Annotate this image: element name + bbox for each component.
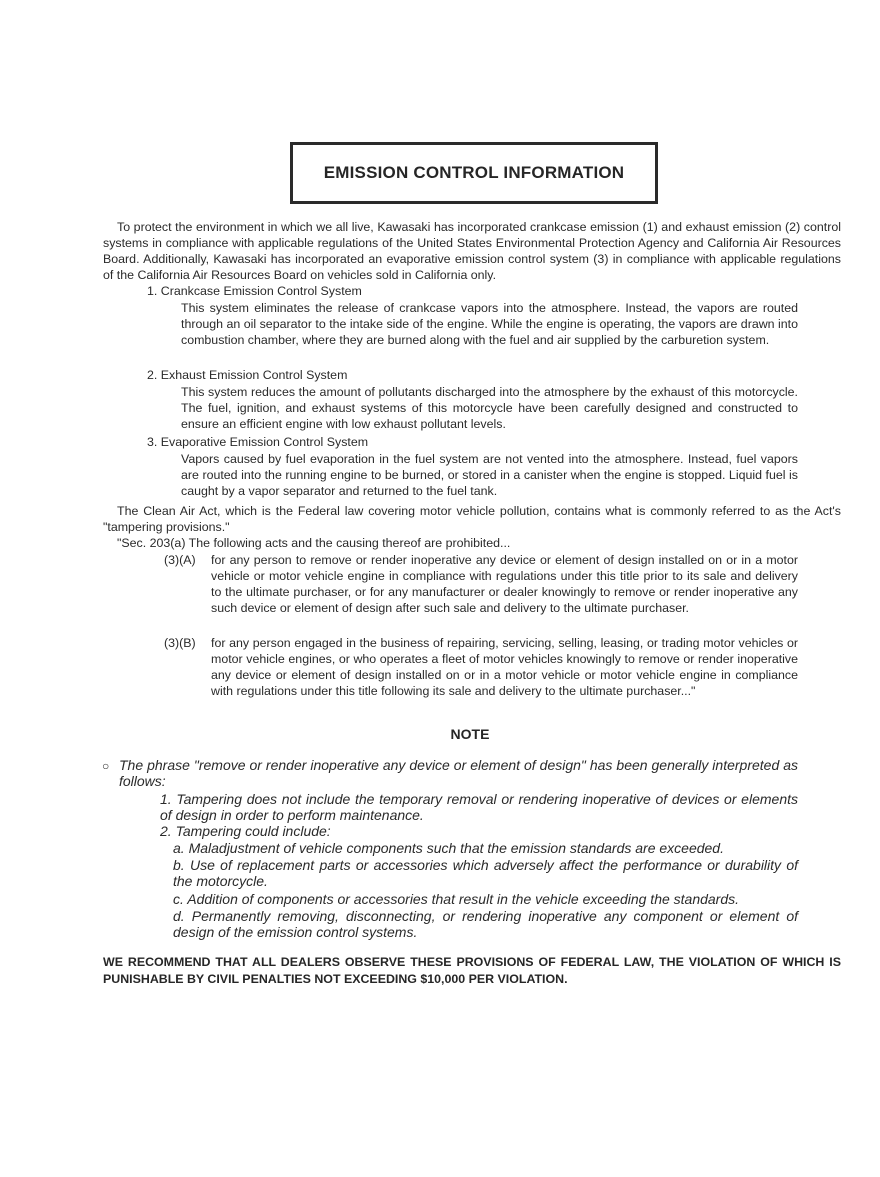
note-intro: The phrase "remove or render inoperative any device or element of design" has been generally interpreted as follows: bbox=[119, 757, 798, 789]
dealer-warning: WE RECOMMEND THAT ALL DEALERS OBSERVE THESE PROVISIONS OF FEDERAL LAW, THE VIOLATION OF WHICH IS PUNISHABLE BY CIVIL PENALTIES NOT EXCEEDING $10,000 PER VIOLATION. bbox=[103, 955, 841, 986]
note-subitem-b: b. Use of replacement parts or accessories which adversely affect the performance or durability of the motorcycle. bbox=[173, 857, 798, 889]
note-bullet-icon: ○ bbox=[102, 759, 110, 773]
note-item-1: 1. Tampering does not include the temporary removal or rendering inoperative of devices or elements of design in order to perform maintenance. bbox=[160, 791, 798, 823]
system-2-body: This system reduces the amount of pollutants discharged into the atmosphere by the exhaust of this motorcycle. The fuel, ignition, and exhaust systems of this motorcycle have been carefully designed and constructed to ensure an efficient engine with low exhaust pollutant levels. bbox=[181, 385, 798, 431]
note-item-2: 2. Tampering could include: bbox=[160, 823, 331, 839]
provision-3a-label: (3)(A) bbox=[164, 553, 196, 567]
system-1-heading: 1. Crankcase Emission Control System bbox=[147, 284, 362, 298]
title-box bbox=[290, 142, 658, 204]
system-1-body: This system eliminates the release of crankcase vapors into the atmosphere. Instead, the vapors are routed through an oil separator to the intake side of the engine. While the engine is operating, the vapors are drawn into combustion chamber, where they are burned along with the fuel and air supplied by the carburetion system. bbox=[181, 301, 798, 347]
note-subitem-a: a. Maladjustment of vehicle components such that the emission standards are exceeded. bbox=[173, 840, 724, 856]
note-subitem-c: c. Addition of components or accessories that result in the vehicle exceeding the standards. bbox=[173, 891, 740, 907]
note-heading: NOTE bbox=[450, 726, 490, 742]
provision-3b-label: (3)(B) bbox=[164, 636, 196, 650]
intro-paragraph: To protect the environment in which we all live, Kawasaki has incorporated crankcase emission (1) and exhaust emission (2) control systems in compliance with applicable regulations of the United States Environmental Protection Agency and California Air Resources Board. Additionally, Kawasaki has incorporated an evaporative emission control system (3) in compliance with applicable regulations of the California Air Resources Board on vehicles sold in California only. bbox=[103, 220, 841, 282]
page-title: EMISSION CONTROL INFORMATION bbox=[323, 163, 625, 182]
clean-air-act-paragraph: The Clean Air Act, which is the Federal law covering motor vehicle pollution, contains what is commonly referred to as the Act's "tampering provisions." bbox=[103, 504, 841, 534]
system-3-body: Vapors caused by fuel evaporation in the fuel system are not vented into the atmosphere. Instead, fuel vapors are routed into the running engine to be burned, or stored in a canister when the engine is stopped. Liquid fuel is caught by a vapor separator and returned to the fuel tank. bbox=[181, 452, 798, 498]
system-2-heading: 2. Exhaust Emission Control System bbox=[147, 368, 348, 382]
system-3-heading: 3. Evaporative Emission Control System bbox=[147, 435, 369, 449]
note-subitem-d: d. Permanently removing, disconnecting, or rendering inoperative any component or element of design of the emission control systems. bbox=[173, 908, 798, 940]
section-203a: "Sec. 203(a) The following acts and the causing thereof are prohibited... bbox=[117, 536, 511, 550]
provision-3a-body: for any person to remove or render inoperative any device or element of design installed on or in a motor vehicle or motor vehicle engine in compliance with regulations under this title prior to its sale and delivery to the ultimate purchaser, or for any manufacturer or dealer knowingly to remove or render inoperative any such device or element of design after such sale and delivery to the ultimate purchaser. bbox=[211, 553, 798, 615]
provision-3b-body: for any person engaged in the business of repairing, servicing, selling, leasing, or trading motor vehicles or motor vehicle engines, or who operates a fleet of motor vehicles knowingly to remove or render inoperative any device or element of design installed on or in a motor vehicle or motor vehicle engine in compliance with regulations under this title following its sale and delivery to the ultimate purchaser..." bbox=[211, 636, 798, 698]
